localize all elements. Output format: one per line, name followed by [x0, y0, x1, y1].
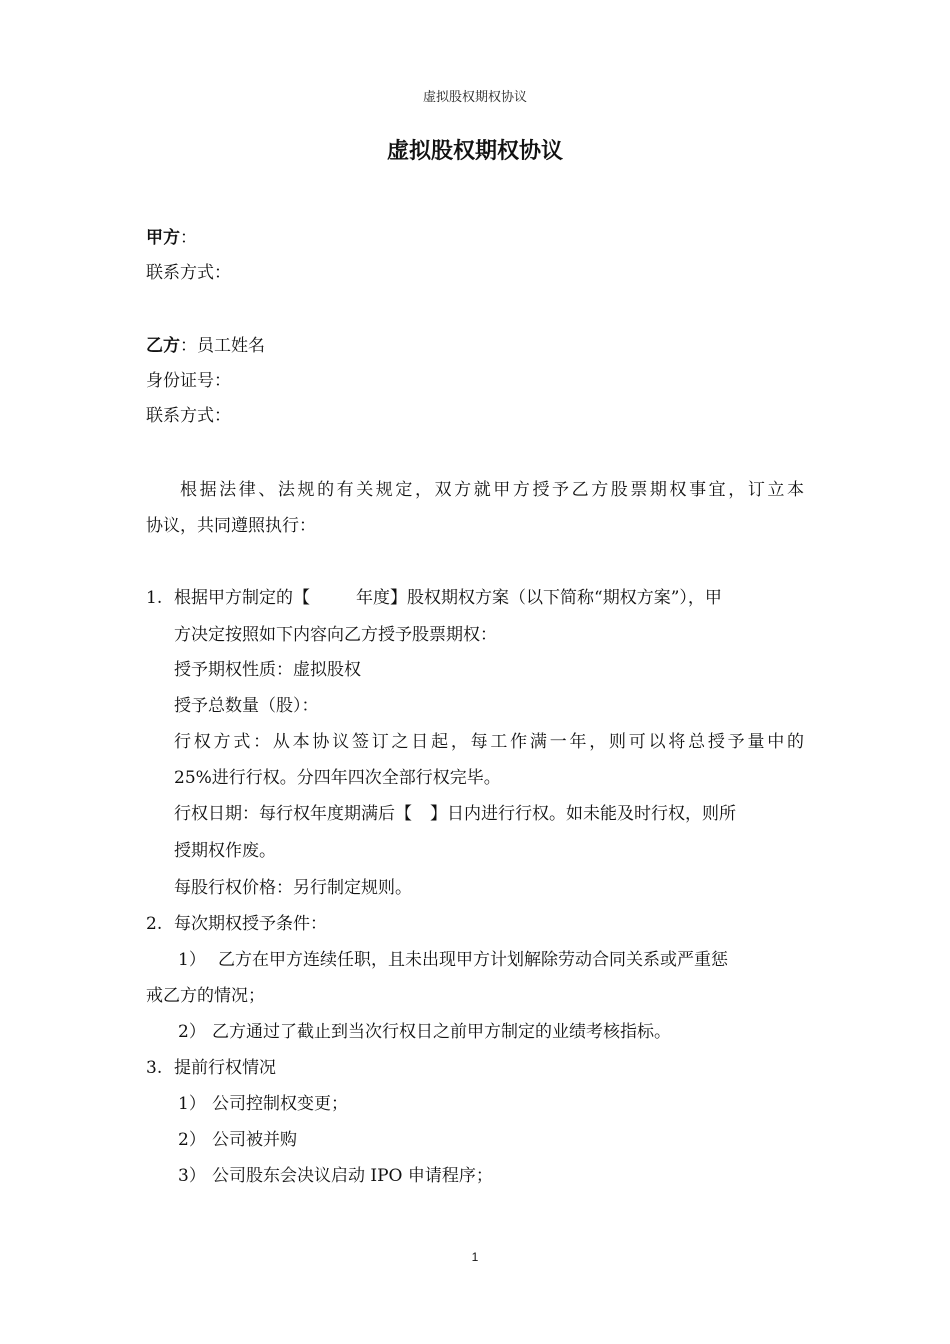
exercise-method-1: 行权方式：从本协议签订之日起，每工作满一年，则可以将总授予量中的 — [174, 732, 804, 752]
clause-2-item-1-number: 1） — [178, 950, 206, 970]
page-number: 1 — [471, 1250, 479, 1264]
clause-2-item-2-number: 2） — [178, 1022, 206, 1042]
party-b-name: 员工姓名 — [197, 336, 265, 356]
exercise-date-2: 授期权作废。 — [174, 841, 276, 861]
exercise-date-pre: 行权日期：每行权年度期满后【 — [174, 804, 412, 824]
grant-quantity: 授予总数量（股）： — [174, 696, 319, 716]
clause-3-item-text: 公司股东会决议启动 IPO 申请程序； — [212, 1166, 493, 1186]
clause-1-line-1 — [146, 590, 804, 607]
exercise-method-2: 25%进行行权。分四年四次全部行权完毕。 — [174, 768, 501, 788]
clause-3-item-number: 3） — [178, 1166, 206, 1186]
exercise-price: 每股行权价格：另行制定规则。 — [174, 878, 412, 898]
clause-3-item-text: 公司控制权变更； — [212, 1094, 348, 1114]
clause-3-item — [178, 1168, 493, 1185]
clause-3-title: 提前行权情况 — [174, 1058, 276, 1078]
clause-2-item-1-line-1 — [178, 952, 728, 969]
clause-3-item — [178, 1132, 297, 1149]
document-title: 虚拟股权期权协议 — [386, 138, 563, 164]
clause-3-item-number: 1） — [178, 1094, 206, 1114]
clause-2-item-2-text: 乙方通过了截止到当次行权日之前甲方制定的业绩考核指标。 — [212, 1022, 671, 1042]
clause-2-title-line — [146, 916, 327, 933]
party-b-line — [146, 338, 265, 355]
running-header: 虚拟股权期权协议 — [422, 90, 527, 105]
party-a-colon: ： — [180, 228, 197, 248]
party-a-label: 甲方 — [146, 228, 180, 248]
clause-1-line-2: 方决定按照如下内容向乙方授予股票期权： — [174, 625, 497, 645]
clause-3-title-line — [146, 1060, 276, 1077]
party-b-label: 乙方 — [146, 336, 180, 356]
intro-line-2: 协议，共同遵照执行： — [146, 516, 316, 536]
grant-nature: 授予期权性质：虚拟股权 — [174, 660, 361, 680]
clause-3-item-text: 公司被并购 — [212, 1130, 297, 1150]
clause-2-item-1-line-2: 戒乙方的情况； — [146, 986, 265, 1006]
clause-3-item — [178, 1096, 348, 1113]
clause-1-text-post: 年度】股权期权方案（以下简称“期权方案”），甲 — [356, 588, 722, 608]
clause-3-item-number: 2） — [178, 1130, 206, 1150]
party-b-colon: ： — [180, 336, 197, 356]
clause-1-text-pre: 根据甲方制定的【 — [174, 588, 310, 608]
exercise-date-post: 】日内进行行权。如未能及时行权，则所 — [430, 804, 736, 824]
clause-2-number: 2. — [146, 914, 163, 934]
intro-line-1: 根据法律、法规的有关规定，双方就甲方授予乙方股票期权事宜，订立本 — [180, 480, 804, 500]
party-a-line — [146, 230, 197, 247]
party-b-id: 身份证号： — [146, 371, 231, 391]
clause-2-item-2 — [178, 1024, 671, 1041]
clause-2-item-1-text: 乙方在甲方连续任职，且未出现甲方计划解除劳动合同关系或严重惩 — [218, 950, 728, 970]
clause-1-number: 1. — [146, 588, 163, 608]
exercise-date-1 — [174, 806, 736, 823]
clause-3-number: 3. — [146, 1058, 163, 1078]
clause-2-title: 每次期权授予条件： — [174, 914, 327, 934]
party-b-contact: 联系方式： — [146, 406, 231, 426]
party-a-contact: 联系方式： — [146, 263, 231, 283]
